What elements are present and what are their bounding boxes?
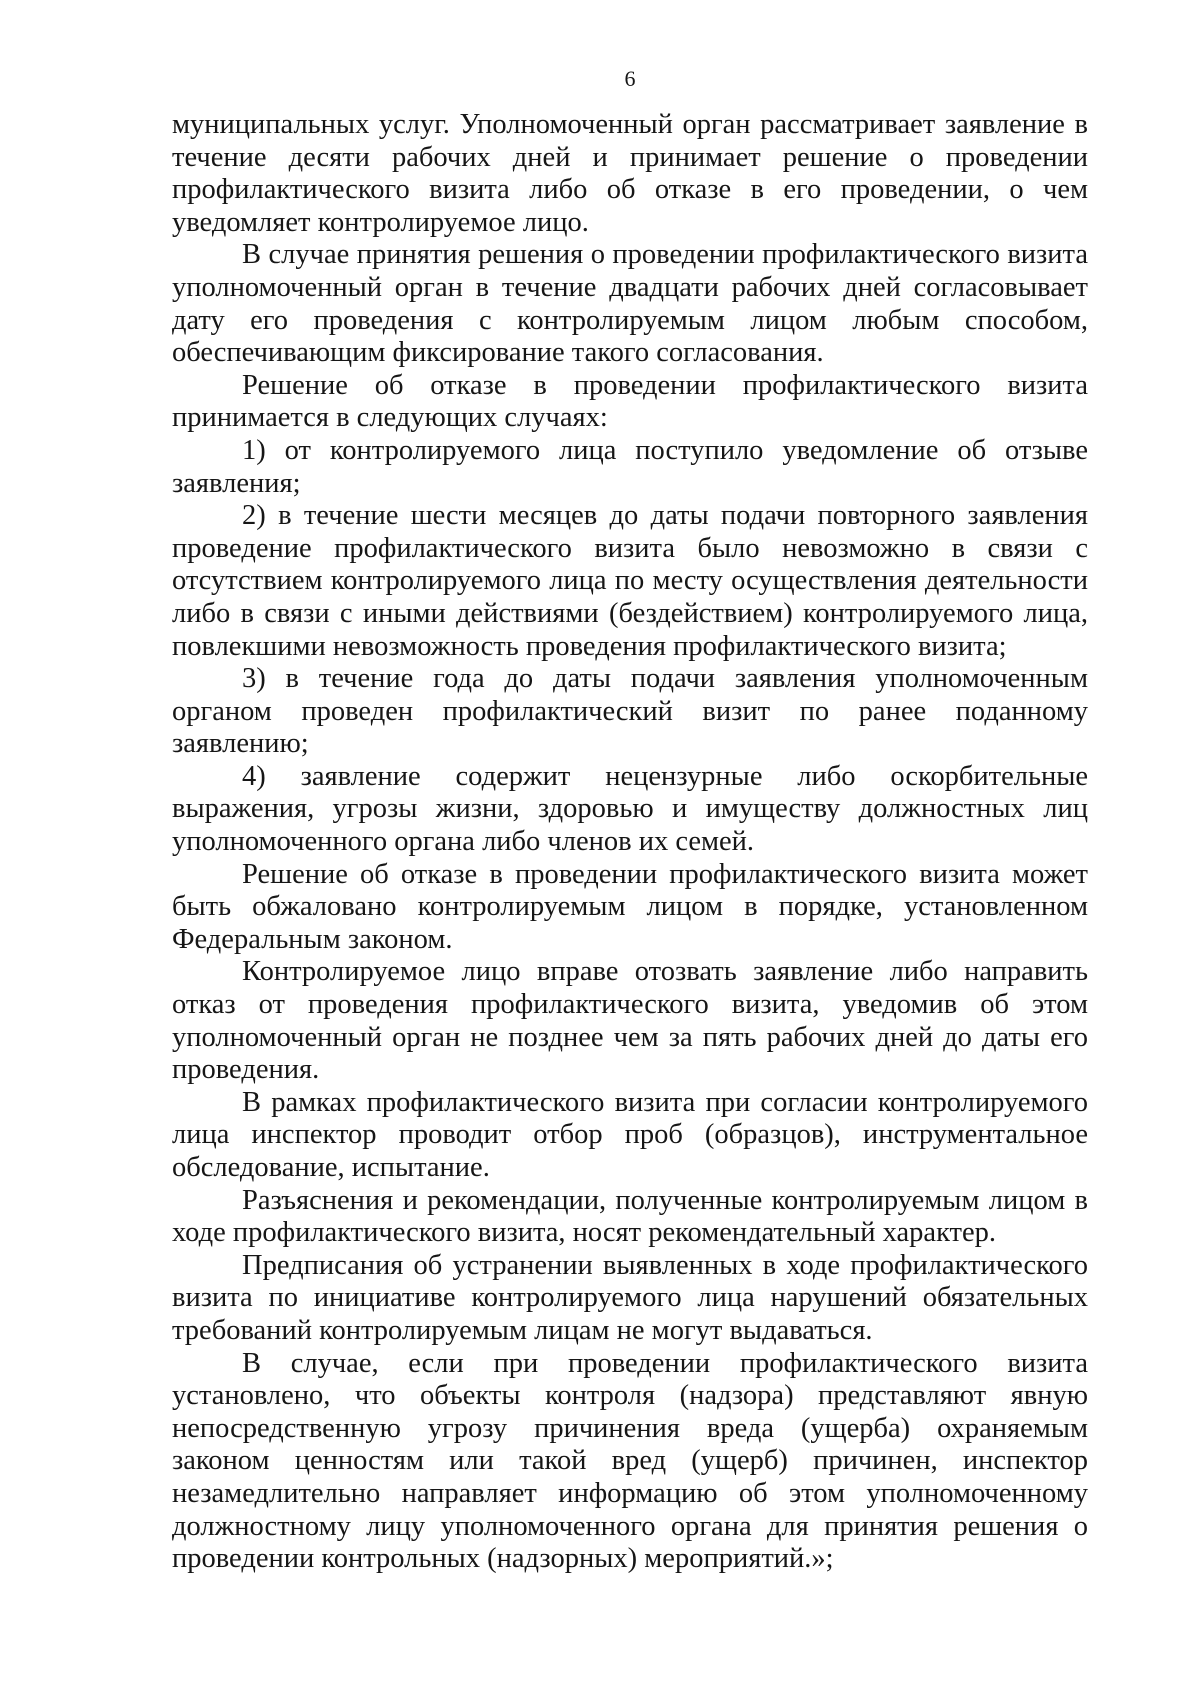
paragraph: В случае, если при проведении профилактического визита установлено, что объекты контроля (надзора) представляют явную непосредственную угрозу причинения вреда (ущерба) охраняемым законом ценностям или такой вред (ущерб) причинен, инспектор незамедлительно направляет информацию об этом уполномоченному должностному лицу уполномоченного органа для принятия решения о проведении контрольных (надзорных) мероприятий.»;	[172, 1347, 1088, 1575]
list-item: 2) в течение шести месяцев до даты подачи повторного заявления проведение профилактического визита было невозможно в связи с отсутствием контролируемого лица по месту осуществления деятельности либо в связи с иными действиями (бездействием) контролируемого лица, повлекшими невозможность проведения профилактического визита;	[172, 500, 1088, 662]
list-item: 1) от контролируемого лица поступило уведомление об отзыве заявления;	[172, 434, 1088, 499]
paragraph-continuation: муниципальных услуг. Уполномоченный орган рассматривает заявление в течение десяти рабочих дней и принимает решение о проведении профилактического визита либо об отказе в его проведении, о чем уведомляет контролируемое лицо.	[172, 109, 1088, 238]
paragraph: Разъяснения и рекомендации, полученные контролируемым лицом в ходе профилактического визита, носят рекомендательный характер.	[172, 1184, 1088, 1249]
page-number: 6	[624, 66, 636, 91]
paragraph: Решение об отказе в проведении профилактического визита может быть обжаловано контролируемым лицом в порядке, установленном Федеральным законом.	[172, 858, 1088, 955]
paragraph: В случае принятия решения о проведении профилактического визита уполномоченный орган в течение двадцати рабочих дней согласовывает дату его проведения с контролируемым лицом любым способом, обеспечивающим фиксирование такого согласования.	[172, 239, 1088, 369]
list-item: 3) в течение года до даты подачи заявления уполномоченным органом проведен профилактический визит по ранее поданному заявлению;	[172, 663, 1088, 760]
paragraph: Контролируемое лицо вправе отозвать заявление либо направить отказ от проведения профилактического визита, уведомив об этом уполномоченный орган не позднее чем за пять рабочих дней до даты его проведения.	[172, 956, 1088, 1086]
list-item: 4) заявление содержит нецензурные либо оскорбительные выражения, угрозы жизни, здоровью и имуществу должностных лиц уполномоченного органа либо членов их семей.	[172, 760, 1088, 858]
paragraph: Решение об отказе в проведении профилактического визита принимается в следующих случаях:	[172, 369, 1088, 434]
paragraph: В рамках профилактического визита при согласии контролируемого лица инспектор проводит отбор проб (образцов), инструментальное обследование, испытание.	[172, 1086, 1088, 1183]
document-body	[172, 109, 1088, 1576]
paragraph: Предписания об устранении выявленных в ходе профилактического визита по инициативе контролируемого лица нарушений обязательных требований контролируемым лицам не могут выдаваться.	[172, 1249, 1088, 1346]
